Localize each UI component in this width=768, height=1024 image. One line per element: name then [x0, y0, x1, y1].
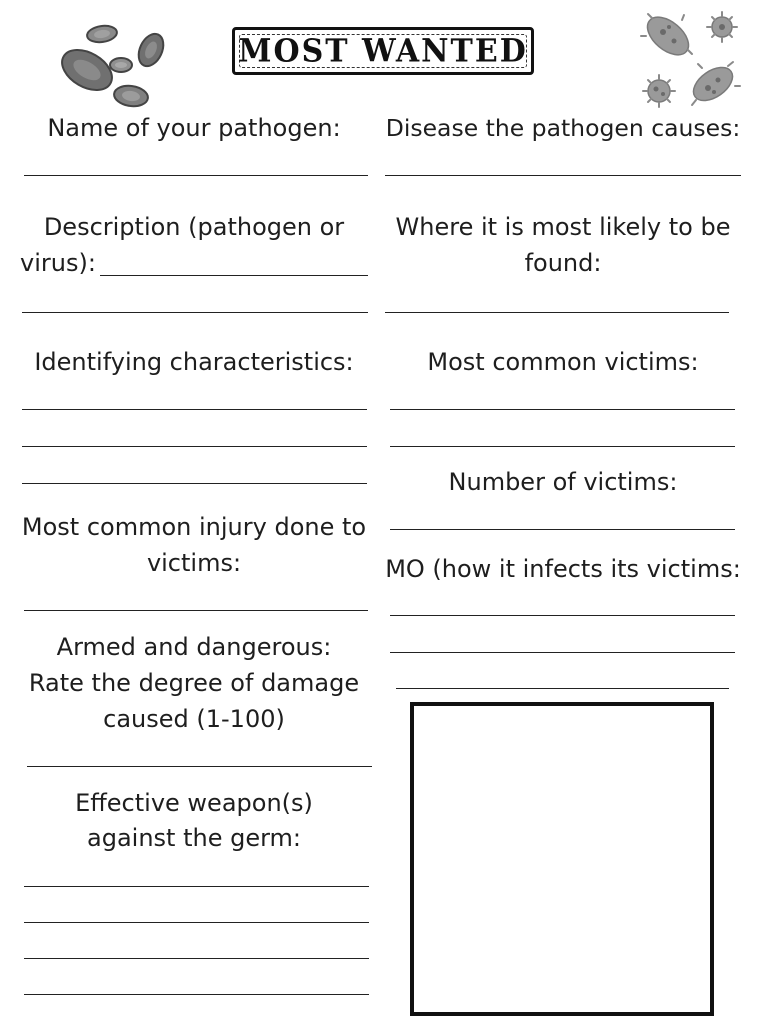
identifying-line-1	[22, 409, 367, 410]
weapons-line-4	[24, 994, 369, 995]
page-title: MOST WANTED	[238, 32, 528, 70]
identifying-line-3	[22, 483, 367, 484]
weapons-label-cont: against the germ:	[87, 824, 301, 852]
identifying-label: Identifying characteristics:	[34, 348, 354, 376]
victim-count-label: Number of victims:	[448, 468, 678, 496]
description-label: Description (pathogen or	[43, 213, 345, 241]
title-banner	[232, 27, 534, 75]
description-line	[22, 312, 368, 313]
virus-germs-icon	[638, 6, 744, 112]
victims-line-1	[390, 409, 735, 410]
armed-line	[27, 766, 372, 767]
pathogen-picture-box[interactable]	[410, 702, 714, 1016]
description-inline-line	[100, 275, 368, 276]
disease-label: Disease the pathogen causes:	[385, 114, 741, 142]
armed-label-scale: caused (1-100)	[103, 705, 285, 733]
weapons-line-2	[24, 922, 369, 923]
blood-cells-icon	[52, 20, 172, 112]
armed-label-cont: Rate the degree of damage	[28, 669, 360, 697]
victim-count-line	[390, 529, 735, 530]
injury-label: Most common injury done to	[21, 513, 367, 541]
disease-line	[385, 175, 741, 176]
description-label-cont: virus):	[20, 249, 96, 277]
injury-label-cont: victims:	[146, 549, 242, 577]
pathogen-name-line	[24, 175, 368, 176]
victims-label: Most common victims:	[427, 348, 699, 376]
armed-label: Armed and dangerous:	[56, 633, 332, 661]
mo-line-1	[390, 615, 735, 616]
location-line	[385, 312, 729, 313]
identifying-line-2	[22, 446, 367, 447]
mo-line-3	[396, 688, 729, 689]
weapons-line-1	[24, 886, 369, 887]
injury-line	[24, 610, 368, 611]
location-label: Where it is most likely to be	[395, 213, 731, 241]
mo-label: MO (how it infects its victims:	[385, 555, 741, 583]
weapons-label: Effective weapon(s)	[75, 789, 313, 817]
location-label-cont: found:	[524, 249, 602, 277]
mo-line-2	[390, 652, 735, 653]
victims-line-2	[390, 446, 735, 447]
pathogen-name-label: Name of your pathogen:	[47, 114, 341, 142]
weapons-line-3	[24, 958, 369, 959]
